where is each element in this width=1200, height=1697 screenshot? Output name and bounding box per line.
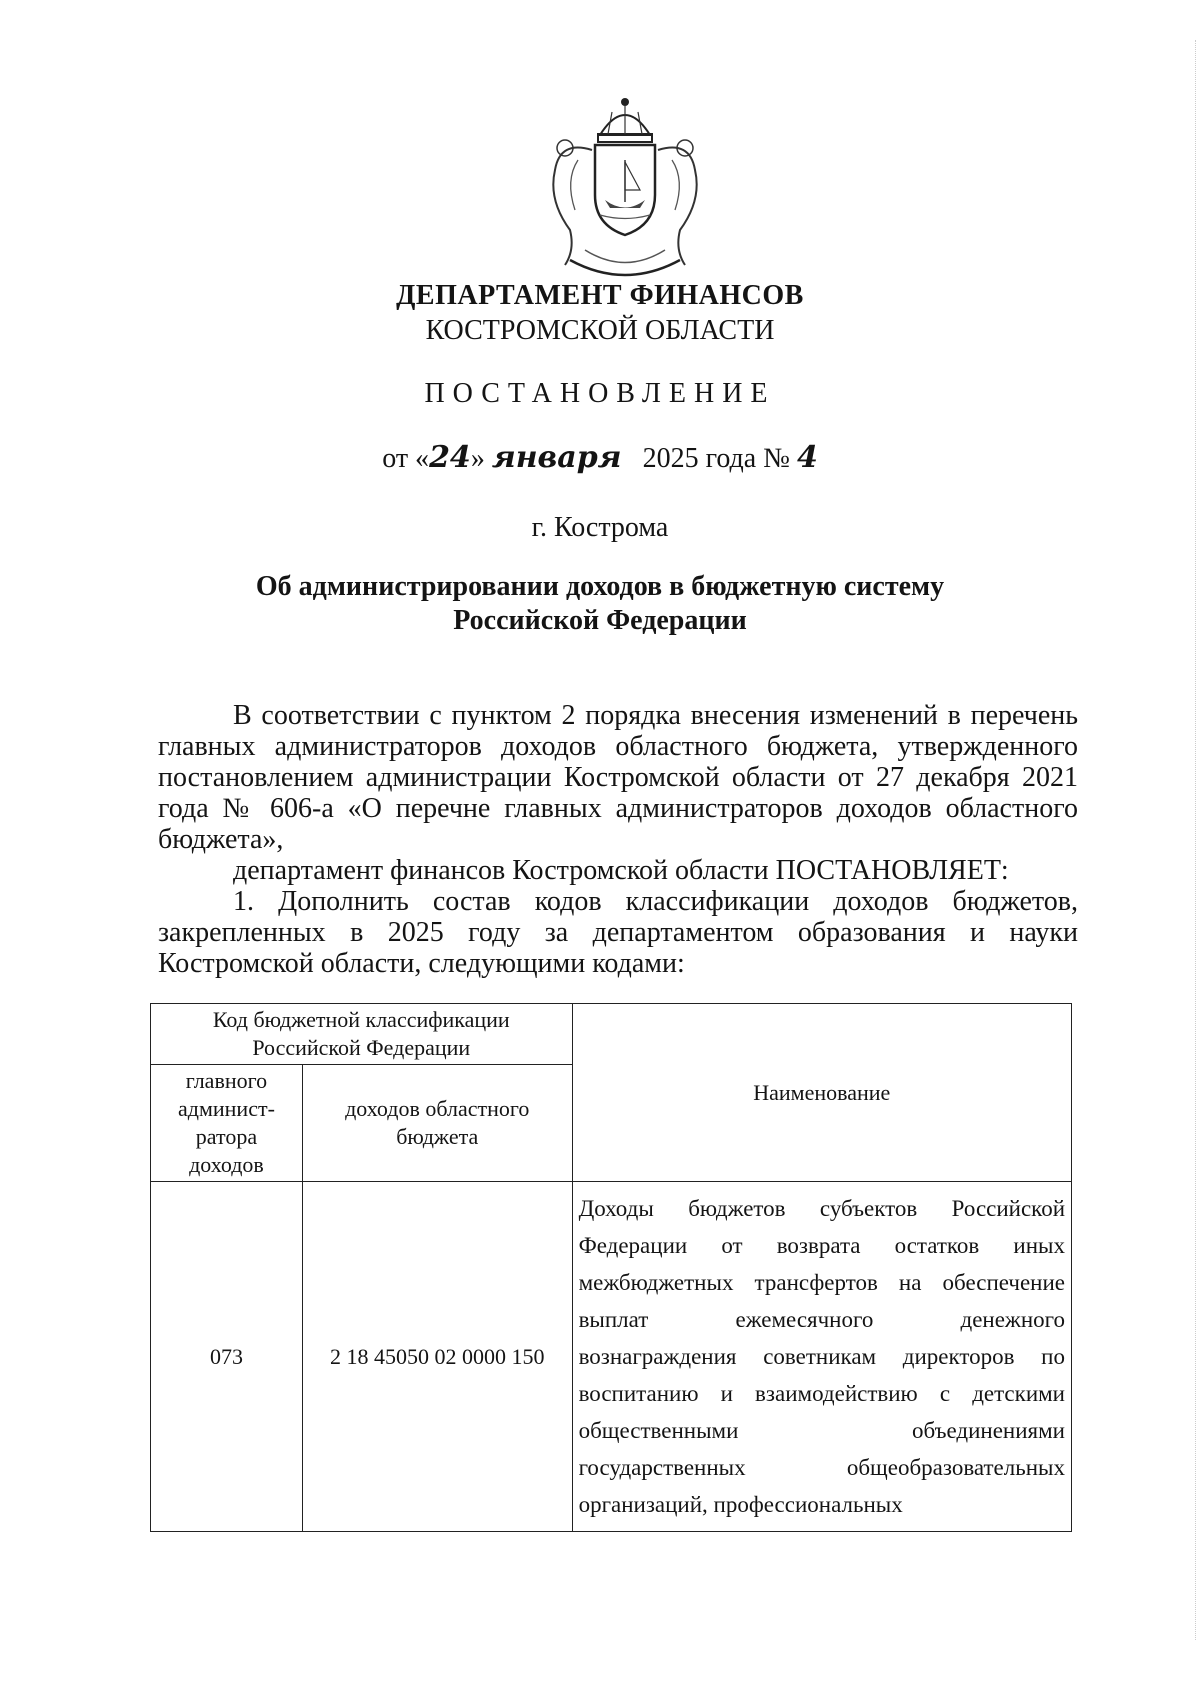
date-month: января bbox=[491, 440, 622, 475]
subject-line-1: Об администрировании доходов в бюджетную систему bbox=[255, 571, 945, 602]
date-line bbox=[0, 440, 1200, 475]
table-row bbox=[151, 1182, 1072, 1532]
income-code-cell: 2 18 45050 02 0000 150 bbox=[302, 1182, 572, 1532]
date-suffix: 2025 года № bbox=[642, 443, 790, 474]
paragraph-preamble: В соответствии с пунктом 2 порядка внесения изменений в перечень главных администраторов доходов областного бюджета, утвержденного постановлением администрации Костромской области от 27 декабря 2021 года № 606-а «О перечне главных администраторов доходов областного бюджета», bbox=[158, 700, 1078, 855]
date-day: 24 bbox=[429, 440, 471, 475]
paragraph-item-1: 1. Дополнить состав кодов классификации доходов бюджетов, закрепленных в 2025 году за департаментом образования и науки Костромской области, следующими кодами: bbox=[158, 886, 1078, 979]
codes-table bbox=[150, 1003, 1072, 1532]
header-group-cell: Код бюджетной классификации Российской Федерации bbox=[151, 1004, 573, 1065]
table-header-row bbox=[151, 1004, 1072, 1065]
subject-line-2: Российской Федерации bbox=[453, 605, 747, 636]
header-admin-cell: главного админист-ратора доходов bbox=[151, 1065, 303, 1182]
department-region: КОСТРОМСКОЙ ОБЛАСТИ bbox=[425, 315, 775, 346]
header-name-cell: Наименование bbox=[572, 1004, 1071, 1182]
date-prefix: от « bbox=[382, 443, 430, 474]
header-income-cell: доходов областного бюджета bbox=[302, 1065, 572, 1182]
coat-of-arms-icon bbox=[530, 90, 720, 290]
paragraph-resolves: департамент финансов Костромской области ПОСТАНОВЛЯЕТ: bbox=[233, 855, 1009, 886]
date-mid: » bbox=[470, 443, 492, 474]
income-name-cell: Доходы бюджетов субъектов Российской Федерации от возврата остатков иных межбюджетных трансфертов на обеспечение выплат ежемесячного денежного вознаграждения советникам директоров по воспитанию и взаимодействию с детскими общественными объединениями государственных общеобразовательных организаций, профессиональных bbox=[572, 1182, 1071, 1532]
city: г. Кострома bbox=[531, 512, 669, 543]
document-subject bbox=[0, 570, 1200, 638]
document-type: ПОСТАНОВЛЕНИЕ bbox=[424, 378, 776, 409]
scan-margin-mark bbox=[1192, 40, 1196, 1640]
department-title: ДЕПАРТАМЕНТ ФИНАНСОВ bbox=[396, 280, 804, 311]
admin-code-cell: 073 bbox=[151, 1182, 303, 1532]
document-number: 4 bbox=[796, 440, 818, 475]
